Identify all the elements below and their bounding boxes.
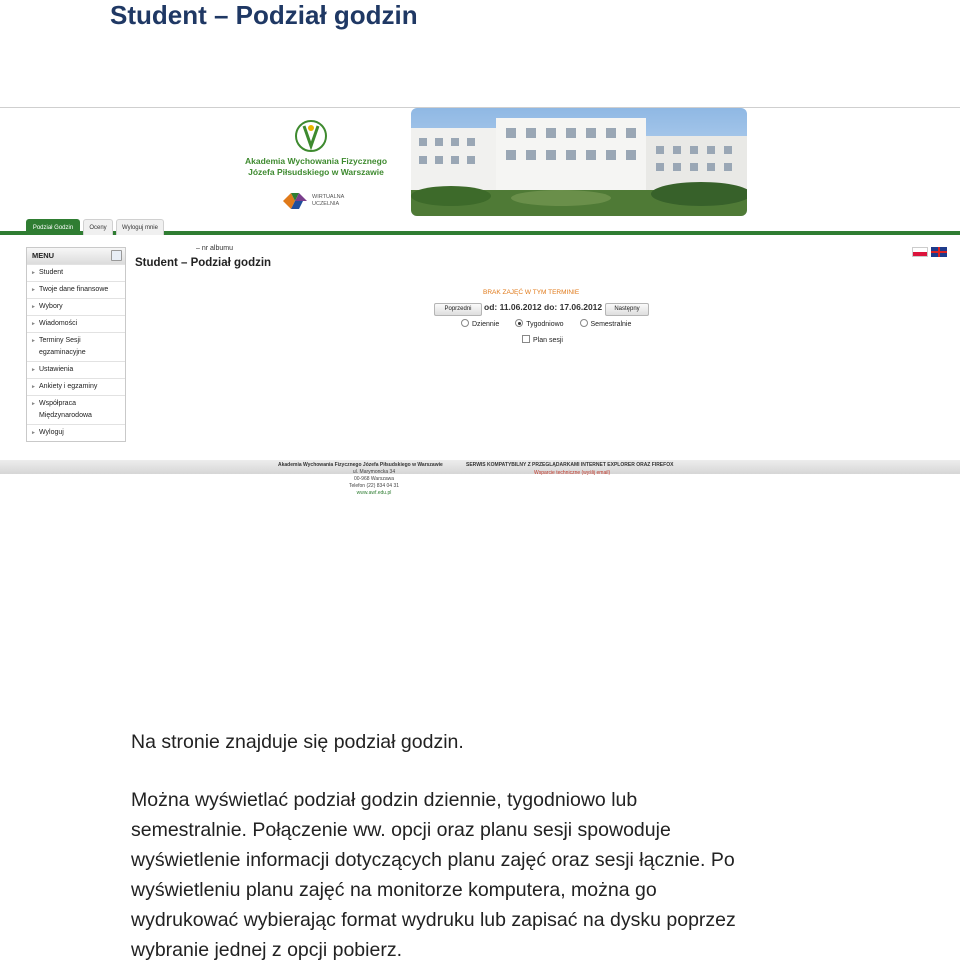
date-range: od: 11.06.2012 do: 17.06.2012 [484, 302, 603, 312]
phone: Telefon (22) 834 04 31 [348, 483, 400, 489]
english-flag-icon[interactable] [931, 247, 947, 257]
menu-item-settings[interactable] [27, 361, 125, 378]
menu-item-messages[interactable] [27, 315, 125, 332]
website-link[interactable]: www.awf.edu.pl [356, 490, 392, 496]
description-line: wyświetleniu planu zajęć na monitorze komputera, można go [131, 879, 657, 901]
footer-university: Akademia Wychowania Fizycznego Józefa Piłsudskiego w Warszawie [278, 462, 443, 468]
menu-item-label: Ustawienia [39, 366, 74, 373]
vu-line1: WIRTUALNA [312, 194, 345, 200]
virtual-university-logo-icon [281, 190, 311, 212]
previous-button[interactable]: Poprzedni [434, 303, 482, 316]
university-emblem-icon [295, 118, 327, 154]
arrow-icon: ► [31, 287, 36, 293]
menu-item-label: Wybory [39, 303, 63, 310]
radio-semester-label: Semestralnie [590, 321, 632, 328]
radio-weekly[interactable] [515, 319, 523, 327]
content-area [0, 235, 960, 460]
menu-item-label: Student [39, 269, 64, 276]
menu-item-label: Współpraca Międzynarodowa [39, 400, 92, 419]
menu-item-elections[interactable] [27, 298, 125, 315]
university-name-line1: Akademia Wychowania Fizycznego [244, 156, 388, 166]
banner [211, 108, 747, 216]
arrow-icon: ► [31, 401, 36, 407]
page-heading: Student – Podział godzin [135, 257, 272, 269]
menu-settings-icon[interactable] [111, 250, 122, 261]
language-flags [912, 247, 950, 265]
arrow-icon: ► [31, 304, 36, 310]
menu-item-label: Twoje dane finansowe [39, 286, 109, 293]
side-menu [26, 247, 126, 442]
tab-logout[interactable]: Wyloguj mnie [116, 219, 164, 235]
arrow-icon: ► [31, 384, 36, 390]
menu-item-label: Wiadomości [39, 320, 78, 327]
arrow-icon: ► [31, 430, 36, 436]
menu-item-student[interactable] [27, 264, 125, 281]
university-name [241, 156, 391, 178]
radio-daily-label: Dziennie [472, 321, 500, 328]
menu-header [27, 248, 125, 264]
description-line: wyświetlenie informacji dotyczących planu zajęć oraz sesji łącznie. Po [131, 849, 735, 871]
footer-compatibility: SERWIS KOMPATYBILNY Z PRZEGLĄDARKAMI INTERNET EXPLORER ORAZ FIREFOX [466, 462, 674, 468]
description-line: wybranie jednej z opcji pobierz. [131, 939, 402, 961]
view-options [461, 319, 645, 328]
description-line: semestralnie. Połączenie ww. opcji oraz planu sesji spowoduje [131, 819, 671, 841]
menu-item-label: Ankiety i egzaminy [39, 383, 98, 390]
album-number: – nr albumu [196, 245, 233, 252]
session-plan-label: Plan sesji [533, 337, 563, 344]
description-line: Można wyświetlać podział godzin dziennie, tygodniowo lub [131, 789, 638, 811]
session-plan-checkbox[interactable] [522, 335, 530, 343]
paragraph-intro: Na stronie znajduje się podział godzin. [131, 731, 464, 753]
arrow-icon: ► [31, 321, 36, 327]
no-classes-notice: BRAK ZAJĘĆ W TYM TERMINIE [483, 289, 580, 296]
arrow-icon: ► [31, 338, 36, 344]
description-line: wydrukować wybierając format wydruku lub zapisać na dysku poprzez [131, 909, 736, 931]
next-button[interactable]: Następny [605, 303, 649, 316]
university-name-line2: Józefa Piłsudskiego w Warszawie [248, 167, 384, 177]
menu-item-label: Wyloguj [39, 429, 64, 436]
radio-weekly-label: Tygodniowo [526, 321, 564, 328]
menu-item-logout[interactable] [27, 424, 125, 441]
menu-item-surveys[interactable] [27, 378, 125, 395]
virtual-university-text [312, 194, 344, 208]
address-line2: 00-968 Warszawa [353, 476, 395, 482]
menu-item-exam-dates[interactable] [27, 332, 125, 361]
footer-support-link[interactable]: Wsparcie techniczne (wyślij email) [534, 470, 611, 476]
session-plan-option [522, 335, 563, 344]
tab-grades[interactable]: Oceny [83, 219, 113, 235]
campus-photo [411, 108, 747, 216]
address-line1: ul. Marymoncka 34 [352, 469, 396, 475]
menu-header-label: MENU [32, 251, 55, 260]
menu-item-finances[interactable] [27, 281, 125, 298]
tab-schedule[interactable]: Podział Godzin [26, 219, 80, 235]
radio-daily[interactable] [461, 319, 469, 327]
arrow-icon: ► [31, 270, 36, 276]
paragraph-description [131, 785, 941, 963]
menu-item-international[interactable] [27, 395, 125, 424]
menu-item-label: Terminy Sesji egzaminacyjne [39, 337, 86, 356]
polish-flag-icon[interactable] [912, 247, 928, 257]
vu-line2: UCZELNIA [312, 201, 340, 207]
slide-title: Student – Podział godzin [110, 0, 418, 30]
top-tab-bar [0, 218, 960, 235]
arrow-icon: ► [31, 367, 36, 373]
radio-semester[interactable] [580, 319, 588, 327]
screenshot [0, 107, 960, 497]
footer-address [344, 469, 404, 497]
